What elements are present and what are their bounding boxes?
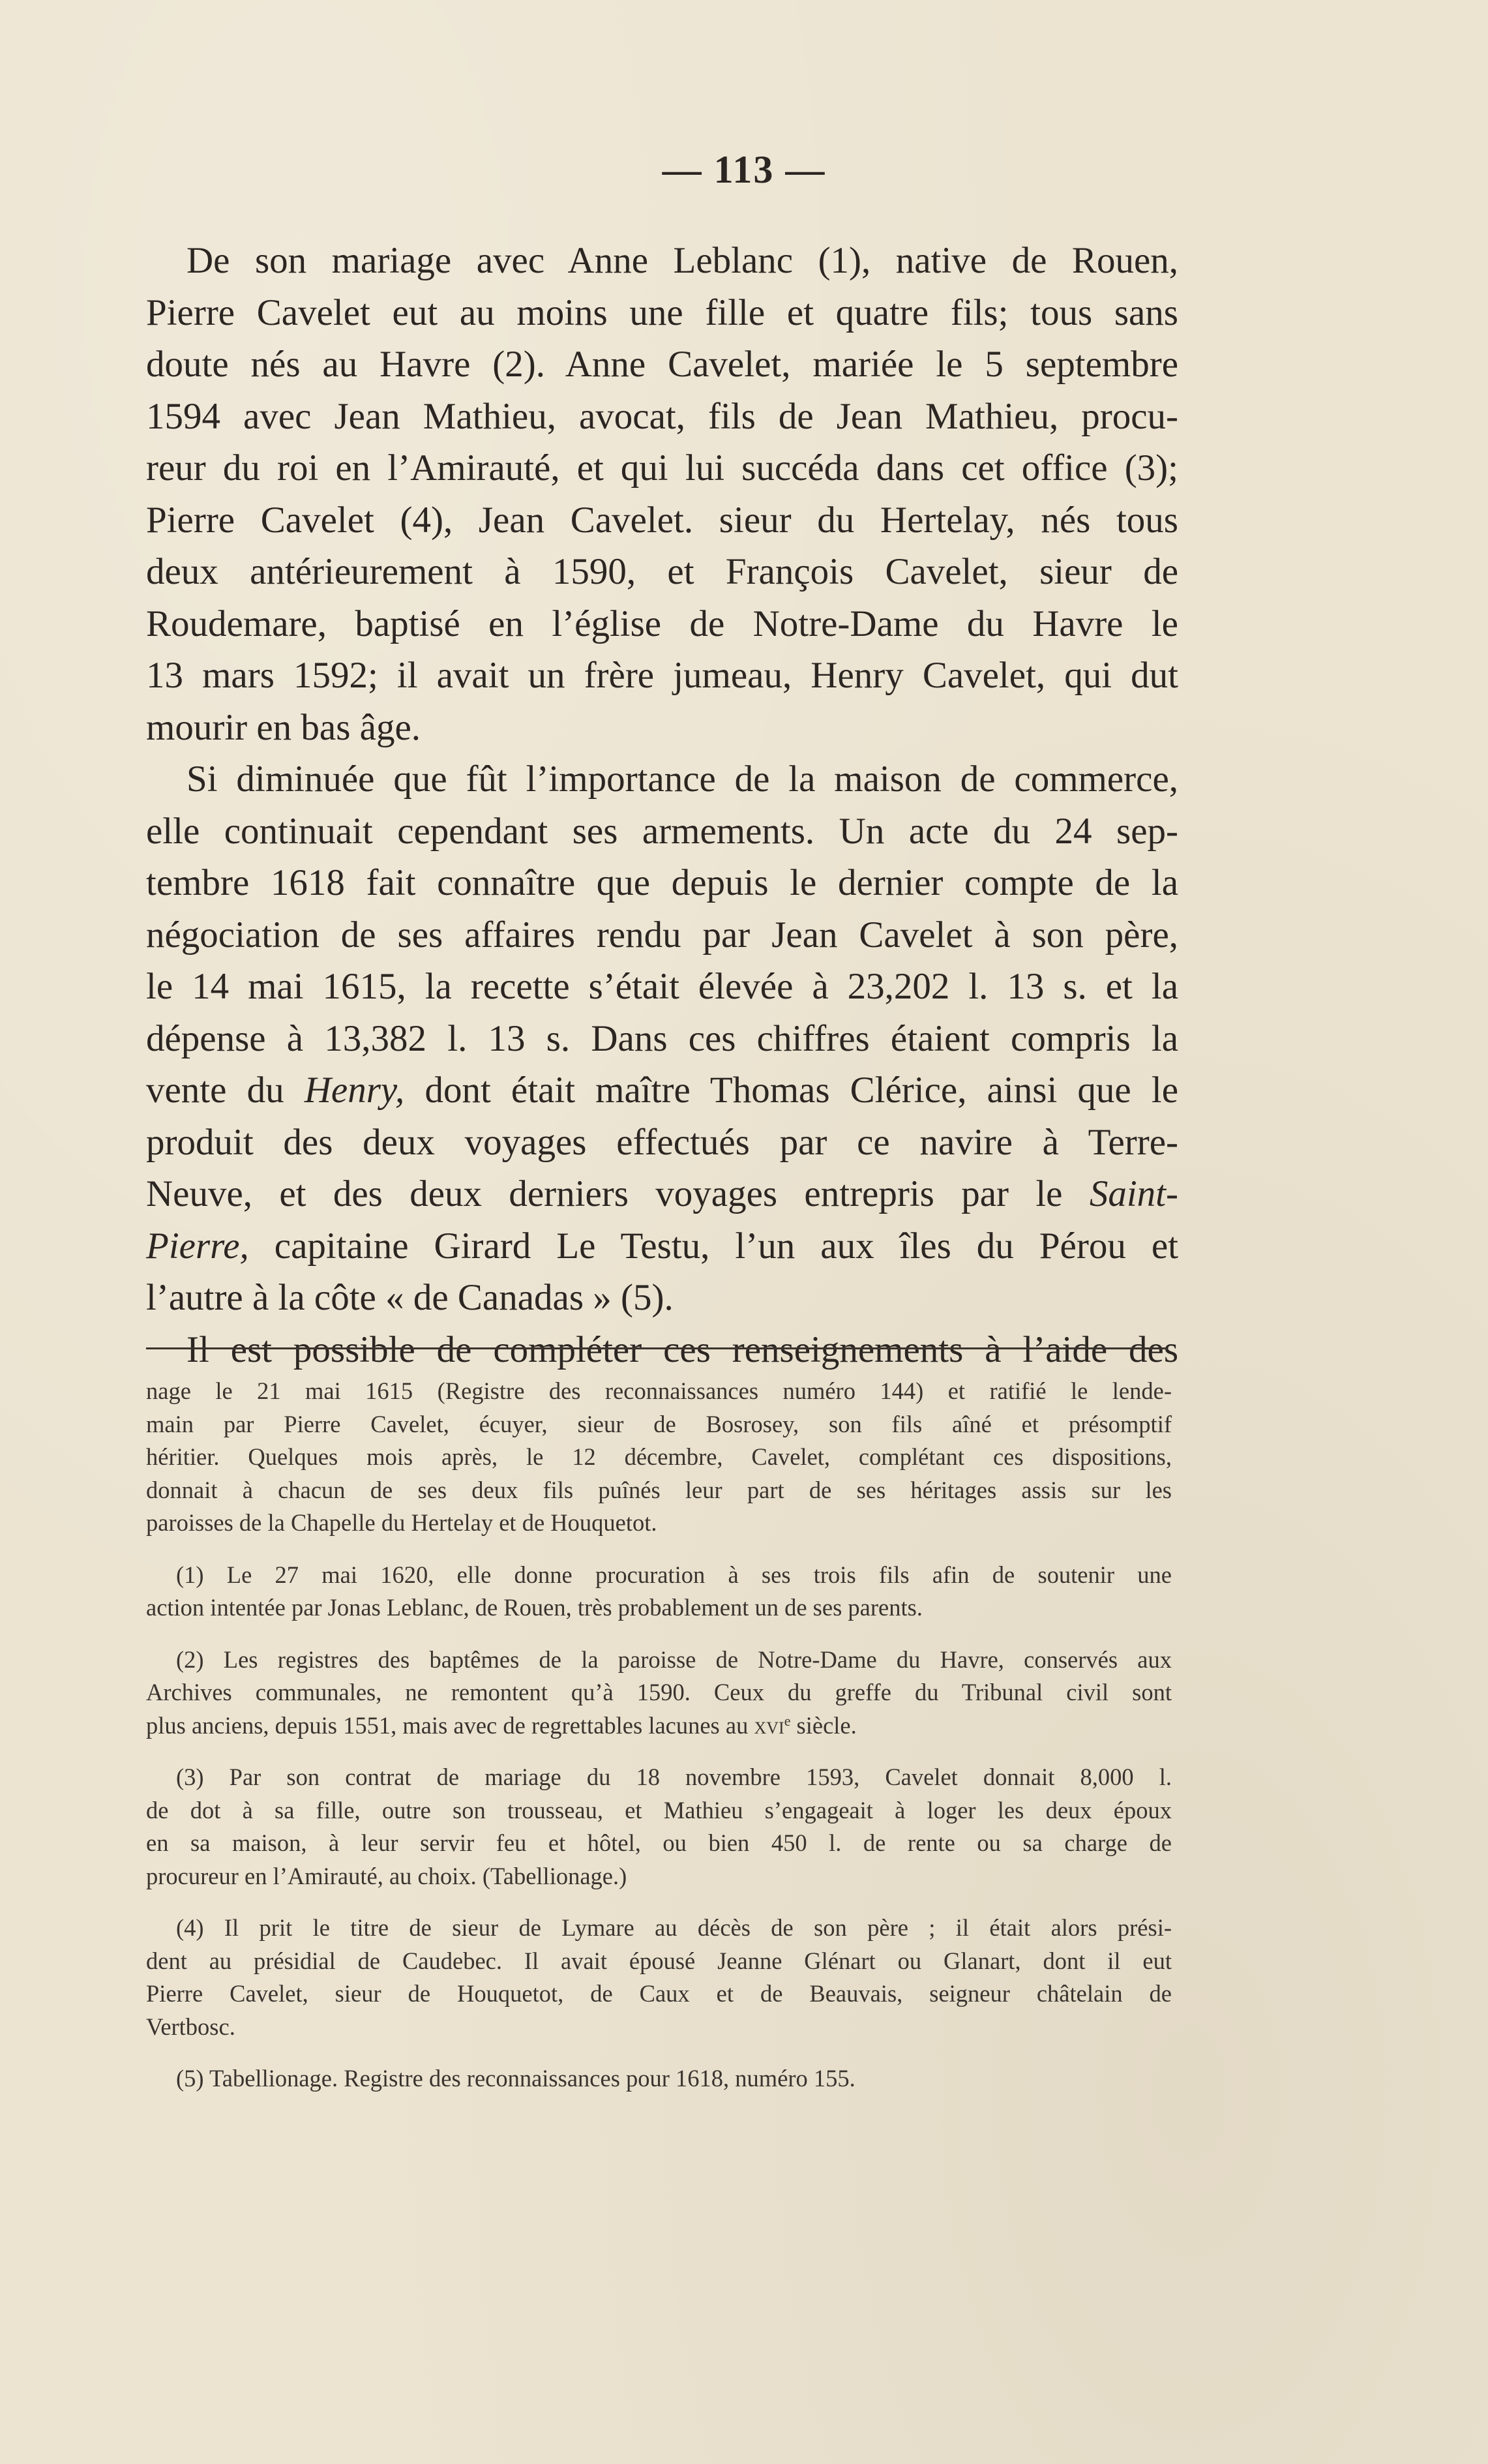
footnotes — [146, 1375, 1172, 2114]
footnote-line: donnait à chacun de ses deux fils puînés leur part de ses héritages assis sur les — [146, 1476, 1172, 1503]
footnote-line: action intentée par Jonas Leblanc, de Rouen, très probablement un de ses parents. — [146, 1594, 923, 1621]
text-line: Pierre Cavelet (4), Jean Cavelet. sieur du Hertelay, nés tous — [146, 499, 1178, 541]
footnote-line: main par Pierre Cavelet, écuyer, sieur de Bosrosey, son fils aîné et présomptif — [146, 1410, 1172, 1437]
text-line: elle continuait cependant ses armements. Un acte du 24 sep- — [146, 810, 1178, 852]
footnote-line: (2) Les registres des baptêmes de la paroisse de Notre-Dame du Havre, conservés aux — [176, 1645, 1172, 1673]
text-run: siècle. — [790, 1711, 857, 1739]
text-run: Neuve, et des deux derniers voyages entrepris par le — [146, 1173, 1090, 1214]
text-line: négociation de ses affaires rendu par Jean Cavelet à son père, — [146, 914, 1178, 955]
ship-name-henry: Henry, — [304, 1070, 405, 1111]
text-line — [146, 1220, 1178, 1272]
text-run: capitaine Girard Le Testu, l’un aux îles du Pérou et — [248, 1225, 1178, 1267]
text-line — [146, 1168, 1178, 1220]
paragraph-2 — [146, 753, 1178, 1324]
footnote-continuation — [146, 1375, 1172, 1540]
text-line — [146, 1064, 1178, 1117]
text-line: deux antérieurement à 1590, et François Cavelet, sieur de — [146, 551, 1178, 592]
footnote-3 — [146, 1761, 1172, 1893]
footnote-divider — [146, 1347, 1167, 1349]
text-line: le 14 mai 1615, la recette s’était élevée à 23,202 l. 13 s. et la — [146, 966, 1178, 1007]
text-run: dont était maître Thomas Clérice, ainsi que le — [404, 1070, 1178, 1111]
footnote-4 — [146, 1912, 1172, 2043]
footnote-line: de dot à sa fille, outre son trousseau, et Mathieu s’engageait à loger les deux époux — [146, 1796, 1172, 1824]
ship-name-saint-pierre-part1: Saint- — [1089, 1173, 1178, 1214]
footnote-2 — [146, 1644, 1172, 1743]
text-line: tembre 1618 fait connaître que depuis le dernier compte de la — [146, 862, 1178, 903]
footnote-line: Archives communales, ne remontent qu’à 1590. Ceux du greffe du Tribunal civil sont — [146, 1679, 1172, 1705]
text-line: l’autre à la côte « de Canadas » (5). — [146, 1277, 674, 1318]
paragraph-3 — [146, 1324, 1178, 1376]
footnote-line: procureur en l’Amirauté, au choix. (Tabellionage.) — [146, 1862, 627, 1889]
footnote-5 — [146, 2062, 1172, 2096]
page-number: — 113 — — [662, 148, 826, 191]
text-line: doute nés au Havre (2). Anne Cavelet, mariée le 5 septembre — [146, 344, 1178, 385]
text-line: 13 mars 1592; il avait un frère jumeau, Henry Cavelet, qui dut — [146, 655, 1178, 696]
paragraph-1 — [146, 235, 1178, 753]
footnote-line: (4) Il prit le titre de sieur de Lymare au décès de son père ; il était alors prési- — [176, 1914, 1172, 1941]
footnote-line: paroisses de la Chapelle du Hertelay et de Houquetot. — [146, 1509, 657, 1536]
text-run: vente du — [146, 1070, 305, 1111]
footnote-line: Pierre Cavelet, sieur de Houquetot, de Caux et de Beauvais, seigneur châtelain de — [146, 1980, 1172, 2007]
text-line: Pierre Cavelet eut au moins une fille et quatre fils; tous sans — [146, 292, 1178, 333]
text-line: 1594 avec Jean Mathieu, avocat, fils de Jean Mathieu, procu- — [146, 395, 1178, 437]
footnote-line: (1) Le 27 mai 1620, elle donne procuration à ses trois fils afin de soutenir une — [176, 1561, 1172, 1588]
text-line: Si diminuée que fût l’importance de la maison de commerce, — [186, 759, 1178, 800]
text-line: reur du roi en l’Amirauté, et qui lui succéda dans cet office (3); — [146, 447, 1178, 488]
main-text — [146, 235, 1178, 1375]
footnote-line: (3) Par son contrat de mariage du 18 novembre 1593, Cavelet donnait 8,000 l. — [176, 1764, 1172, 1790]
text-line: dépense à 13,382 l. 13 s. Dans ces chiffres étaient compris la — [146, 1017, 1178, 1059]
footnote-line: en sa maison, à leur servir feu et hôtel, ou bien 450 l. de rente ou sa charge de — [146, 1829, 1172, 1856]
footnote-line: nage le 21 mai 1615 (Registre des reconnaissances numéro 144) et ratifié le lende- — [146, 1377, 1172, 1404]
text-line: Roudemare, baptisé en l’église de Notre-Dame du Havre le — [146, 603, 1178, 644]
text-line: De son mariage avec Anne Leblanc (1), native de Rouen, — [186, 240, 1178, 281]
text-line: mourir en bas âge. — [146, 706, 421, 748]
text-line: produit des deux voyages effectués par ce navire à Terre- — [146, 1121, 1178, 1163]
ship-name-saint-pierre-part2: Pierre, — [146, 1225, 249, 1267]
century-superscript: e — [784, 1712, 791, 1729]
century-numeral: xvi — [754, 1711, 784, 1739]
text-line: Il est possible de compléter ces renseignements à l’aide des — [186, 1329, 1178, 1370]
footnote-line: héritier. Quelques mois après, le 12 décembre, Cavelet, complétant ces dispositions, — [146, 1443, 1172, 1470]
footnote-line: dent au présidial de Caudebec. Il avait épousé Jeanne Glénart ou Glanart, dont il eut — [146, 1947, 1172, 1974]
footnote-line — [146, 1709, 1172, 1743]
footnote-1 — [146, 1559, 1172, 1625]
footnote-line: Vertbosc. — [146, 2013, 235, 2040]
text-run: plus anciens, depuis 1551, mais avec de regrettables lacunes au — [146, 1711, 754, 1739]
footnote-line: (5) Tabellionage. Registre des reconnaissances pour 1618, numéro 155. — [176, 2065, 856, 2092]
